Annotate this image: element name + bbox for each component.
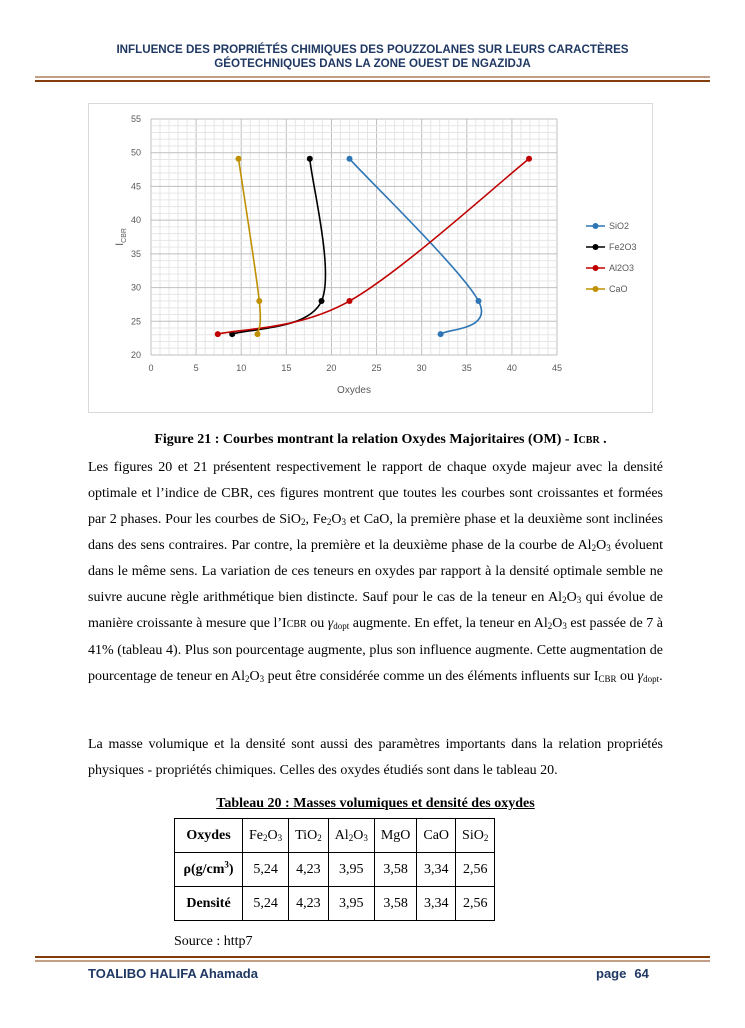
header-rule <box>35 76 710 83</box>
y-tick-label: 40 <box>130 215 141 226</box>
y-axis-label: $I_{CBR}$ <box>114 228 128 246</box>
y-tick-label: 50 <box>130 147 141 158</box>
caption-text: Figure 21 : Courbes montrant la relation Oxydes Majoritaires (OM) - I <box>154 432 579 447</box>
x-tick-label: 10 <box>236 363 247 373</box>
x-tick-label: 0 <box>148 363 154 373</box>
table-header-row <box>175 819 495 853</box>
row-label-rho: $\rho(g/cm^3)$ <box>175 853 243 887</box>
x-tick-label: 35 <box>461 363 472 373</box>
table-cell: 5,24 <box>243 887 289 921</box>
table-cell: 3,34 <box>417 887 456 921</box>
oxydes-table <box>174 818 495 921</box>
table-cell: 3,34 <box>417 853 456 887</box>
x-tick-label: 5 <box>193 363 199 373</box>
data-point-cao <box>256 298 262 304</box>
table-cell: 3,58 <box>374 887 417 921</box>
y-tick-label: 55 <box>130 114 141 124</box>
y-tick-label: 45 <box>130 181 141 192</box>
col-al2o3: $Al_2O_3$ <box>328 819 374 853</box>
y-tick-label: 30 <box>130 282 141 293</box>
footer-author: TOALIBO HALIFA Ahamada <box>88 966 258 981</box>
legend-marker-al2o3 <box>593 265 599 271</box>
table-title: Tableau 20 : Masses volumiques et densité des oxydes <box>216 796 535 811</box>
data-point-al2o3 <box>215 331 221 337</box>
data-point-fe2o3 <box>307 156 313 162</box>
table-cell: 5,24 <box>243 853 289 887</box>
table-cell: 3,95 <box>328 887 374 921</box>
page-label: page <box>596 966 627 981</box>
col-tio2: TiO$_2$ <box>289 819 329 853</box>
table-source: Source : http7 <box>174 934 253 949</box>
x-tick-label: 25 <box>371 363 382 373</box>
x-tick-label: 45 <box>551 363 563 373</box>
paragraph-1: Les figures 20 et 21 présentent respectivement le rapport de chaque oxyde majeur avec la densité optimale et l’indice de CBR, ces figures montrent que toutes les courbes sont croissantes et formées par 2 phases. Pour les courbes de SiO$_2$, $Fe_2O_3$ et CaO, la première phase et la deuxième sont inclinées dans des sens contraires. Par contre, la première et la deuxième phase de la courbe de $Al_2O_3$ évoluent dans le même sens. La variation de ces teneurs en oxydes par rapport à la densité optimale semble ne suivre aucune règle arithmétique bien distincte. Sauf pour le cas de la teneur en $Al_2O_3$ qui évolue de manière croissante à mesure que l’ICBR ou $\gamma_{dopt}$ augmente. En effet, la teneur en $Al_2O_3$ est passée de 7 à 41% (tableau 4). Plus son pourcentage augmente, plus son influence augmente. Cette augmentation de pourcentage de teneur en $Al_2O_3$ peut être considérée comme un des éléments influents sur $I_{CBR}$ ou $\gamma_{dopt}$. <box>88 460 663 684</box>
data-point-al2o3 <box>346 298 352 304</box>
oxydes-icbr-chart <box>89 104 652 412</box>
x-tick-label: 40 <box>506 363 517 373</box>
footer-page <box>596 966 649 981</box>
x-tick-label: 30 <box>416 363 427 373</box>
header-line-1: INFLUENCE DES PROPRIÉTÉS CHIMIQUES DES POUZZOLANES SUR LEURS CARACTÈRES <box>116 43 629 56</box>
data-point-cao <box>254 331 260 337</box>
legend-label-al2o3: Al2O3 <box>609 263 635 273</box>
caption-sub: CBR <box>578 435 600 446</box>
legend-label-sio2: SiO2 <box>609 221 630 231</box>
caption-end: . <box>599 432 607 447</box>
paragraph-2: La masse volumique et la densité sont aussi des paramètres importants dans la relation propriétés physiques - propriétés chimiques. Celles des oxydes étudiés sont dans le tableau 20. <box>88 737 663 778</box>
gamma-symbol: γ <box>327 616 334 631</box>
legend-label-cao: CaO <box>609 284 628 294</box>
page-number: 64 <box>634 966 649 981</box>
data-point-sio2 <box>346 156 352 162</box>
legend-marker-cao <box>593 286 599 292</box>
data-point-sio2 <box>476 298 482 304</box>
table-row-densite <box>175 887 495 921</box>
table-cell: 4,23 <box>289 887 329 921</box>
col-sio2: SiO$_2$ <box>456 819 495 853</box>
y-tick-label: 20 <box>130 350 141 360</box>
x-tick-label: 15 <box>281 363 292 373</box>
col-mgo: MgO <box>374 819 417 853</box>
table-row-rho <box>175 853 495 887</box>
table-cell: 2,56 <box>456 853 495 887</box>
running-header <box>60 43 685 71</box>
row-label-densite: Densité <box>175 887 243 921</box>
col-cao: CaO <box>417 819 456 853</box>
header-oxydes: Oxydes <box>175 819 243 853</box>
header-line-2: GÉOTECHNIQUES DANS LA ZONE OUEST DE NGAZIDJA <box>214 57 531 70</box>
footer-rule <box>35 956 710 963</box>
data-point-sio2 <box>438 331 444 337</box>
table-cell: 2,56 <box>456 887 495 921</box>
table-cell: 3,58 <box>374 853 417 887</box>
legend-marker-sio2 <box>593 223 599 229</box>
x-axis-label: Oxydes <box>337 385 371 396</box>
table-cell: 4,23 <box>289 853 329 887</box>
chart-frame <box>88 103 653 413</box>
table-cell: 3,95 <box>328 853 374 887</box>
data-point-fe2o3 <box>319 298 325 304</box>
y-tick-label: 35 <box>130 248 141 259</box>
col-fe2o3: $Fe_2O_3$ <box>243 819 289 853</box>
x-tick-label: 20 <box>326 363 337 373</box>
data-point-al2o3 <box>526 156 532 162</box>
figure-caption <box>88 432 673 448</box>
y-tick-label: 25 <box>130 316 141 327</box>
legend-marker-fe2o3 <box>593 244 599 250</box>
data-point-cao <box>236 156 242 162</box>
legend-label-fe2o3: Fe2O3 <box>609 242 637 252</box>
